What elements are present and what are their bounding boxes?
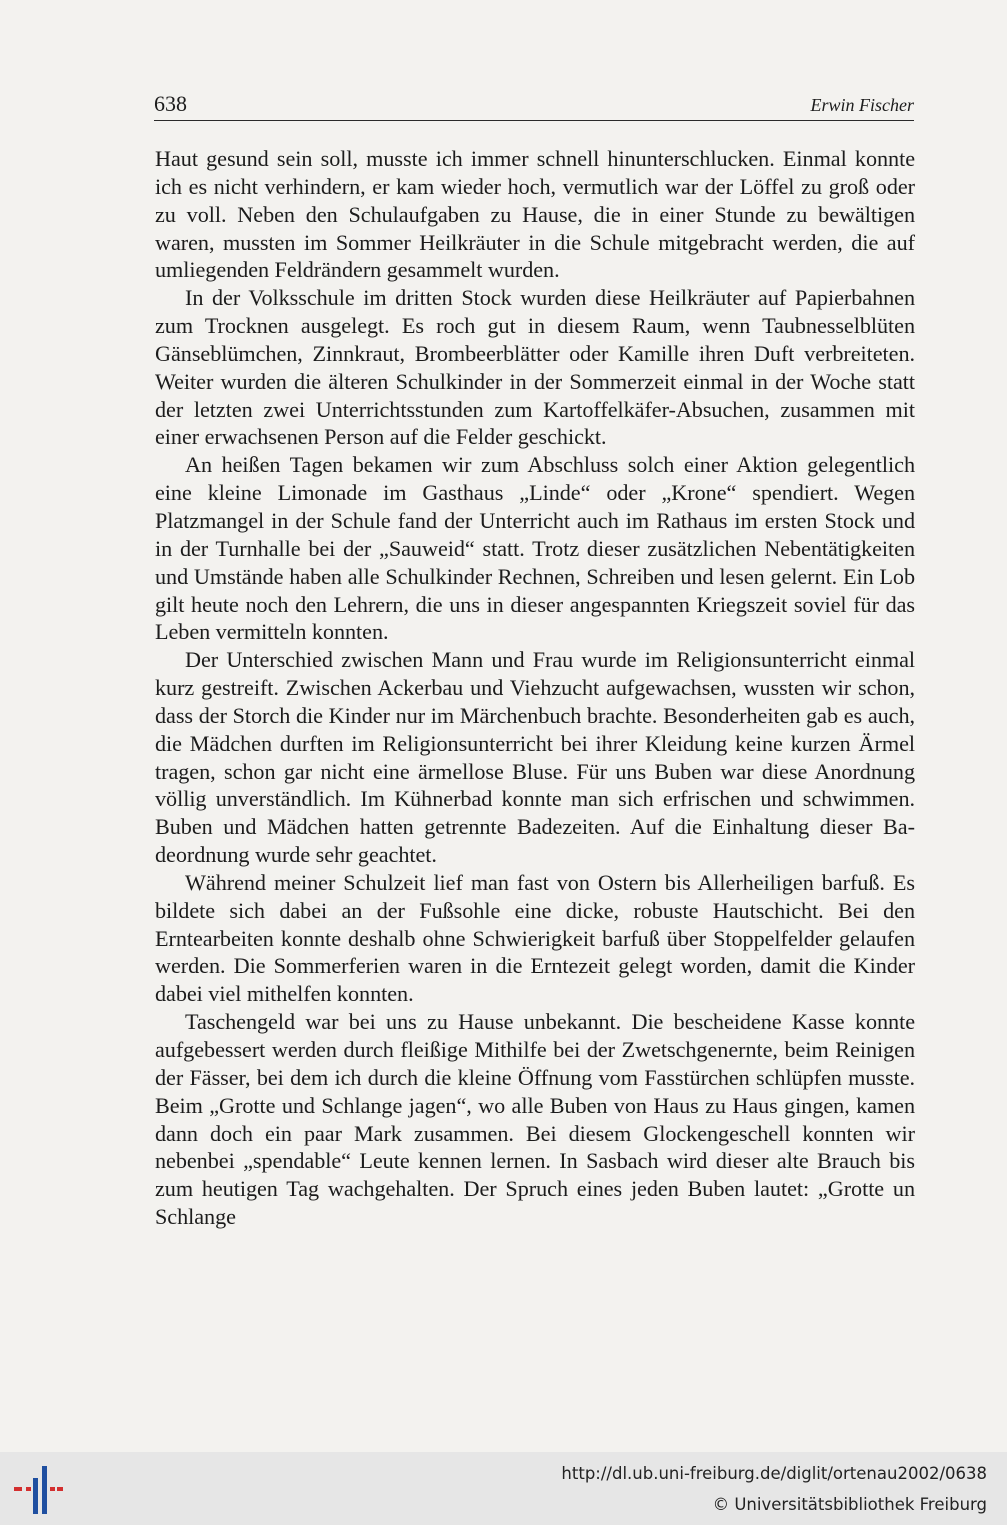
paragraph: Während meiner Schulzeit lief man fast von Ostern bis Allerheiligen barfuß. Es bildete sich dabei an der Fußsohle eine dicke, robuste Hautschicht. Bei den Erntearbeiten konnte deshalb ohne Schwierigkeit barfuß über Stoppelfelder gelaufen werden. Die Sommerferien waren in die Erntezeit gelegt worden, damit die Kinder dabei viel mithelfen konnten. (155, 869, 915, 1007)
permalink-url[interactable]: http://dl.ub.uni-freiburg.de/diglit/ortenau2002/0638 (561, 1464, 987, 1483)
ub-freiburg-logo-icon[interactable] (12, 1464, 64, 1516)
running-head-author: Erwin Fischer (810, 95, 914, 115)
paragraph: Taschengeld war bei uns zu Hause unbekannt. Die bescheidene Kasse konnte aufgebessert werden durch fleißige Mithilfe bei der Zwetschgenernte, beim Reinigen der Fässer, bei dem ich durch die kleine Öffnung vom Fasstürchen schlüpfen musste. Beim „Grotte und Schlange jagen“, wo alle Buben von Haus zu Haus gingen, kamen dann doch ein paar Mark zusammen. Bei diesem Glockengeschell konnten wir nebenbei „spendable“ Leute kennen lernen. In Sasbach wird dieser alte Brauch bis zum heutigen Tag wachgehalten. Der Spruch eines jeden Buben lautet: „Grotte un Schlange (155, 1009, 915, 1230)
body-text (155, 145, 915, 1231)
page-header (154, 90, 914, 121)
paragraph: In der Volksschule im dritten Stock wurden diese Heilkräuter auf Papierbahnen zum Trocknen ausgelegt. Es roch gut in diesem Raum, wenn Taubnesselblüten Gänseblümchen, Zinnkraut, Brombeerblätter oder Kamille ihren Duft verbreiteten. Weiter wurden die älteren Schulkinder in der Sommerzeit einmal in der Woche statt der letzten zwei Unterrichtsstunden zum Kartoffelkäfer-Absuchen, zusammen mit einer erwachsenen Person auf die Felder geschickt. (155, 285, 915, 450)
paragraph: An heißen Tagen bekamen wir zum Abschluss solch einer Aktion gelegentlich eine kleine Limonade im Gasthaus „Linde“ oder „Krone“ spendiert. Wegen Platzmangel in der Schule fand der Unterricht auch im Rathaus im ersten Stock und in der Turnhalle bei der „Sauweid“ statt. Trotz dieser zusätzlichen Nebentätigkeiten und Umstände haben alle Schulkinder Rechnen, Schreiben und lesen gelernt. Ein Lob gilt heute noch den Lehrern, die uns in dieser angespannten Kriegszeit soviel für das Leben vermitteln konnten. (155, 452, 915, 645)
footer-bar (0, 1452, 1007, 1525)
page-number: 638 (154, 91, 187, 116)
copyright-notice: © Universitätsbibliothek Freiburg (712, 1495, 987, 1514)
paragraph: Haut gesund sein soll, musste ich immer schnell hinunterschlucken. Einmal konnte ich es nicht verhindern, er kam wieder hoch, vermutlich war der Löffel zu groß oder zu voll. Neben den Schulaufgaben zu Hause, die in einer Stunde zu bewältigen waren, mussten im Sommer Heilkräuter in die Schule mitgebracht werden, die auf umliegenden Feldrändern gesammelt wurden. (155, 146, 915, 283)
paragraph: Der Unterschied zwischen Mann und Frau wurde im Religionsunterricht einmal kurz gestreift. Zwischen Ackerbau und Viehzucht aufgewachsen, wussten wir schon, dass der Storch die Kinder nur im Märchenbuch brachte. Besonderheiten gab es auch, die Mädchen durften im Religionsunterricht bei ihrer Kleidung keine kurzen Ärmel tragen, schon gar nicht eine ärmellose Bluse. Für uns Buben war diese Anordnung völlig unverständlich. Im Kühnerbad konnte man sich erfrischen und schwimmen. Buben und Mädchen hatten getrennte Badezeiten. Auf die Einhaltung dieser Badeordnung wurde sehr geachtet. (155, 647, 915, 868)
